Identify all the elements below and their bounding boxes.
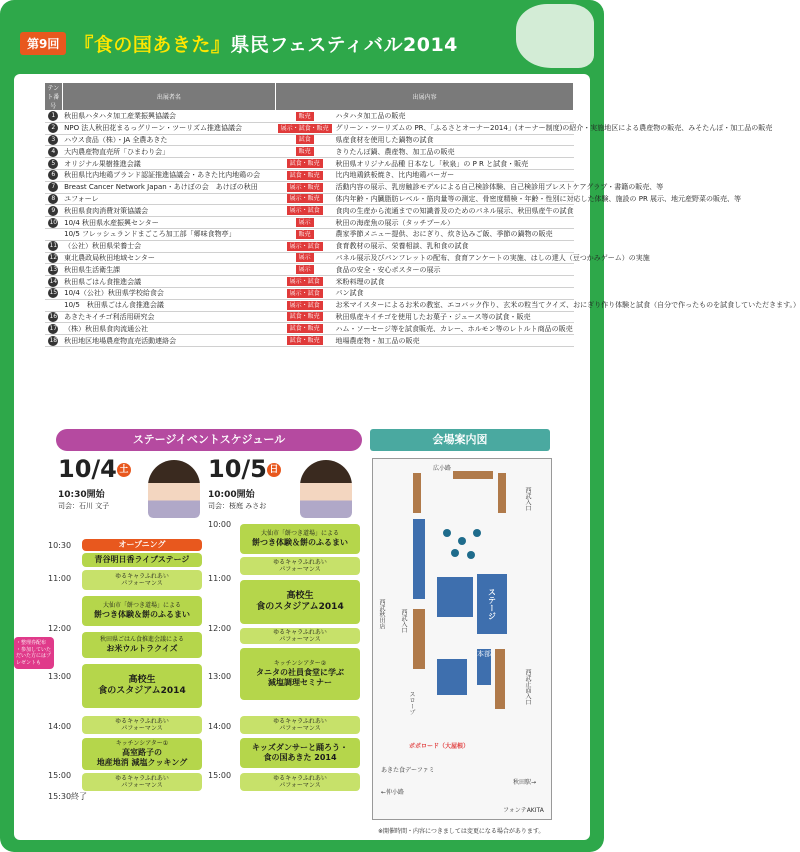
venue-map-header: 会場案内図 — [370, 429, 550, 451]
booth-row — [45, 287, 574, 299]
booth-number — [45, 228, 63, 240]
booth-row — [45, 335, 574, 347]
map-hq: 本部 — [477, 649, 491, 685]
booth-number: 7 — [45, 181, 63, 193]
booth-description: 比内地鶏鉄板焼き、比内地鶏バーガー — [334, 169, 574, 181]
booth-description: 秋田県産キイチゴを使用したお菓子・ジュース等の試食・販売 — [334, 311, 574, 323]
day1-yuru-2: ゆるキャラふれあい パフォーマンス — [82, 716, 202, 734]
booth-exhibitor: 秋田県ごはん食推進会議 — [62, 276, 276, 288]
booth-description: ハタハタ加工品の販売 — [334, 111, 574, 123]
booth-number: 15 — [45, 287, 63, 299]
booth-number: 4 — [45, 146, 63, 158]
booth-exhibitor: あきたキイチゴ利活用研究会 — [62, 311, 276, 323]
booth-category: 展示・試食・販売 — [276, 122, 334, 134]
map-akita-dept: あきた食デーファミ — [381, 767, 435, 774]
booth-category: 販売 — [276, 228, 334, 240]
day1-mochi: 大仙市「餅つき道場」による 餅つき体験＆餅のふるまい — [82, 596, 202, 626]
booth-exhibitor: 10/5 秋田県ごはん食推進会議 — [62, 299, 276, 311]
map-table — [467, 551, 475, 559]
booth-description: 県産食材を使用した鍋物の試食 — [334, 134, 574, 146]
map-east-gate: 西武正面入口 — [524, 669, 531, 705]
booth-row — [45, 217, 574, 229]
stage-schedule-header: ステージイベントスケジュール — [56, 429, 362, 451]
booth-description: 地場農産物・加工品の販売 — [334, 335, 574, 347]
title-highlight: 『食の国あきた』 — [74, 33, 231, 56]
booth-description: 秋田県オリジナル品種 日本なし「秋泉」の P R と試食・販売 — [334, 158, 574, 170]
booth-number — [45, 299, 63, 311]
booth-description: 秋田の海産魚の展示（タッチプール） — [334, 217, 574, 229]
booth-category: 試食・販売 — [276, 335, 334, 347]
day1-yuru-3: ゆるキャラふれあい パフォーマンス — [82, 773, 202, 791]
day2-start: 10:00開始 — [208, 490, 255, 500]
venue-map — [372, 458, 552, 820]
booth-description: ハム・ソーセージ等を試食販売、カレー、ホルモン等のレトルト商品の販売 — [335, 324, 573, 333]
booth-category: 展示・試食 — [276, 240, 334, 252]
day2-dow: 日 — [267, 463, 281, 477]
booth-description: 米粉料理の試食 — [334, 276, 574, 288]
col-content: 出展内容 — [276, 83, 574, 111]
booth-number: 6 — [45, 169, 63, 181]
booth-row — [45, 252, 574, 264]
booth-category: 試食・販売 — [276, 169, 334, 181]
booth-row — [45, 240, 574, 252]
booth-description: パン試食 — [334, 287, 574, 299]
booth-number: 9 — [45, 205, 63, 217]
map-west-store: 西武秋田店 — [378, 599, 385, 629]
booth-description: 食品の安全・安心ポスターの展示 — [334, 264, 574, 276]
map-fonte: フォンテAKITA — [503, 807, 544, 814]
booth-exhibitor: ハウス食品（株）・JA 全農あきた — [62, 134, 276, 146]
footer-note: ※開催時間・内容につきましては変更になる場合があります。 — [378, 828, 545, 835]
map-west-entry: 西武入口 — [400, 609, 407, 633]
booth-description: グリーン・ツーリズムの PR、「ふるさとオーナー2014」(オーナー制度)の紹介・実施地区による農産物の販売、みそたんぽ・加工品の販売 — [335, 124, 773, 133]
booth-category: 展示・販売 — [276, 181, 334, 193]
booth-description: 食肉の生産から流通までの知識普及のためのパネル展示、秋田県産牛の試食 — [335, 206, 574, 215]
booth-row — [45, 311, 574, 323]
booth-category: 販売 — [276, 146, 334, 158]
edition-badge: 第9回 — [20, 32, 66, 55]
booth-exhibitor: 10/4 秋田県水産振興センター — [62, 217, 276, 229]
booth-row — [45, 181, 574, 193]
day1-opening: オープニング — [82, 539, 202, 551]
map-seating-2 — [437, 659, 467, 695]
booth-category: 展示 — [276, 217, 334, 229]
day2-mc: 司会：桜庭 みさお — [208, 502, 267, 510]
booth-number: 14 — [45, 276, 63, 288]
day2-yuru-3: ゆるキャラふれあい パフォーマンス — [240, 716, 360, 734]
day1-kitchen: キッチンシアター① 高室路子の 地産地消 減塩クッキング — [82, 738, 202, 770]
map-table — [443, 529, 451, 537]
day1-start: 10:30開始 — [58, 490, 105, 500]
day1-highschool: 高校生 食のスタジアム2014 — [82, 664, 202, 708]
booth-row — [45, 264, 574, 276]
booth-number: 11 — [45, 240, 63, 252]
day1-date: 10/4 土 — [58, 455, 213, 483]
day2-yuru-4: ゆるキャラふれあい パフォーマンス — [240, 773, 360, 791]
festival-header — [20, 28, 458, 58]
map-naka: ←仲小路 — [381, 789, 405, 796]
booth-row — [45, 228, 574, 240]
mc1-photo — [148, 460, 200, 518]
day2-kids-dance: キッズダンサーと踊ろう・ 食の国あきた 2014 — [240, 738, 360, 768]
day2-date: 10/5 日 — [208, 455, 363, 483]
booth-category: 試食 — [276, 134, 334, 146]
day1-live-stage: 青谷明日香ライブステージ — [82, 553, 202, 567]
booth-number: 8 — [45, 193, 63, 205]
booth-exhibitor: （株）秋田県食肉流通公社 — [62, 323, 276, 335]
booth-number: 10 — [45, 217, 63, 229]
booth-exhibitor: ユフォーレ — [62, 193, 276, 205]
booth-exhibitor: 大内農産物直売所「ひまわり会」 — [62, 146, 276, 158]
map-slope: スロープ — [408, 691, 415, 715]
booth-category: 展示 — [276, 264, 334, 276]
booth-number: 13 — [45, 264, 63, 276]
booth-row — [45, 169, 574, 181]
booth-exhibitor: 秋田県ハタハタ加工産業振興協議会 — [62, 111, 276, 123]
booth-category: 展示・試食 — [276, 299, 334, 311]
day2-kitchen: キッチンシアター② タニタの社員食堂に学ぶ 減塩調理セミナー — [240, 648, 360, 700]
day2-yuru-1: ゆるキャラふれあい パフォーマンス — [240, 557, 360, 575]
festival-title — [74, 30, 458, 57]
akita-map-silhouette — [516, 4, 594, 68]
day1-dow: 土 — [117, 463, 131, 477]
booth-category: 試食・販売 — [276, 311, 334, 323]
day2-mochi: 大仙市「餅つき道場」による 餅つき体験＆餅のふるまい — [240, 524, 360, 554]
map-stage: ステージ — [477, 574, 507, 634]
day1-yuru-1: ゆるキャラふれあい パフォーマンス — [82, 570, 202, 590]
booth-row — [45, 158, 574, 170]
booth-description: パネル展示及びパンフレットの配布、食育アンケートの実施、はしの達人（豆つかみゲーム）の実施 — [335, 253, 650, 262]
booth-number: 16 — [45, 311, 63, 323]
booth-table — [44, 82, 800, 347]
booth-number: 5 — [45, 158, 63, 170]
booth-row — [45, 134, 574, 146]
booth-number: 2 — [45, 122, 63, 134]
map-seating — [437, 577, 473, 617]
booth-number: 1 — [45, 111, 63, 123]
booth-exhibitor: 10/4（公社）秋田県学校給食会 — [62, 287, 276, 299]
map-booth-row — [453, 471, 493, 479]
ticket-note-bubble: ・整理券配布 ・参加していただいた方にはプレゼントも — [14, 637, 54, 669]
booth-exhibitor: 10/5 フレッシュランドまごころ加工部「郷味食物亭」 — [62, 228, 276, 240]
booth-description: お米マイスターによるお米の教室、エコバック作り、玄米の粒当てクイズ、おにぎり作り体験と試食（自分で作ったものを試食していただきます。） — [335, 301, 800, 310]
map-eki: 秋田駅→ — [513, 779, 537, 786]
booth-category: 試食・販売 — [276, 158, 334, 170]
map-table — [451, 549, 459, 557]
booth-row — [45, 146, 574, 158]
booth-exhibitor: オリジナル果樹推進会議 — [62, 158, 276, 170]
booth-description: 体内年齢・内臓脂肪レベル・筋肉量等の測定、骨密度精検・年齢・性別に対応した体験、施設の PR 展示、地元産野菜の販売、等 — [335, 194, 742, 203]
day2-highschool: 高校生 食のスタジアム2014 — [240, 580, 360, 624]
map-west-gate: 西武入口 — [524, 487, 531, 511]
booth-row — [45, 323, 574, 335]
map-booth-col — [498, 473, 506, 513]
map-booth-col — [495, 649, 505, 709]
map-table — [458, 537, 466, 545]
booth-category: 販売 — [276, 111, 334, 123]
mc2-photo — [300, 460, 352, 518]
booth-number: 12 — [45, 252, 63, 264]
booth-category: 試食・販売 — [276, 323, 334, 335]
booth-row — [45, 276, 574, 288]
title-rest: 県民フェスティバル2014 — [230, 33, 458, 56]
map-table — [473, 529, 481, 537]
booth-category: 展示・販売 — [276, 193, 334, 205]
booth-exhibitor: 秋田県比内地鶏ブランド認証推進協議会・あきた比内地鶏の会 — [62, 169, 276, 181]
col-tent-number: テント番号 — [45, 83, 63, 111]
booth-row — [45, 299, 574, 311]
booth-exhibitor: 秋田県生活衛生課 — [62, 264, 276, 276]
booth-exhibitor: 秋田地区地場農産物直売活動連絡会 — [62, 335, 276, 347]
booth-row — [45, 205, 574, 217]
booth-description: 農家季節メニュー提供、おにぎり、炊き込みご飯、季節の鍋物の販売 — [334, 228, 574, 240]
booth-category: 展示 — [276, 252, 334, 264]
booth-category: 展示・試食 — [276, 287, 334, 299]
booth-description: 食育教材の展示、栄養相談、乳和食の試食 — [334, 240, 574, 252]
booth-exhibitor: NPO 法人秋田花まるっグリーン・ツーリズム推進協議会 — [62, 122, 276, 134]
booth-row — [45, 193, 574, 205]
booth-exhibitor: 秋田県食肉消費対策協議会 — [62, 205, 276, 217]
booth-category: 展示・試食 — [276, 205, 334, 217]
day1-mc: 司会：石川 文子 — [58, 502, 110, 510]
booth-description: 活動内容の展示、乳房触診モデルによる自己検診体験、自己検診用プレストケアグラブ・書籍の販売、等 — [335, 183, 664, 192]
booth-number: 17 — [45, 323, 63, 335]
booth-number: 18 — [45, 335, 63, 347]
booth-number: 3 — [45, 134, 63, 146]
map-booth-col — [413, 473, 421, 513]
map-booth-col — [413, 609, 425, 669]
booth-exhibitor: 東北農政局秋田地域センター — [62, 252, 276, 264]
day1-quiz: 秋田県ごはん食推進会議による お米ウルトラクイズ — [82, 632, 202, 658]
col-exhibitor: 出展者名 — [62, 83, 276, 111]
map-top-road: 広小路 — [433, 465, 452, 472]
booth-exhibitor: （公社）秋田県栄養士会 — [62, 240, 276, 252]
booth-description: きりたんぽ鍋、農産物、加工品の販売 — [334, 146, 574, 158]
booth-row — [45, 111, 574, 123]
day2-yuru-2: ゆるキャラふれあい パフォーマンス — [240, 628, 360, 644]
map-tent-column — [413, 519, 425, 599]
booth-exhibitor: Breast Cancer Network Japan・あけぼの会 あけぼの秋田 — [62, 181, 276, 193]
booth-row — [45, 122, 574, 134]
map-popo-road: ポポロード（大屋根） — [409, 743, 470, 750]
booth-category: 展示・試食 — [276, 276, 334, 288]
